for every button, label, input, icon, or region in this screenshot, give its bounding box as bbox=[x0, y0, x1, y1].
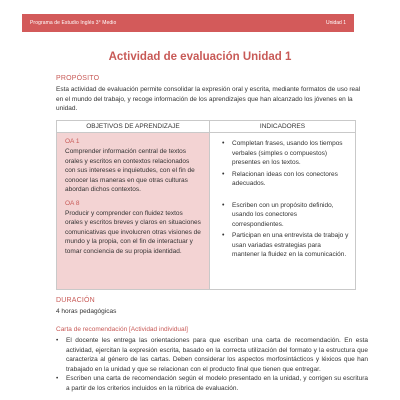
objective-item bbox=[65, 200, 201, 257]
objective-text: Producir y comprender con fluidez textos orales y escritos breves y claros en situaciones comunicativas que involucren otras visiones de mundo y la propia, con el fin de interactuar y tomar conciencia de su propia identidad. bbox=[65, 209, 201, 255]
objective-label: OA 1 bbox=[65, 138, 80, 145]
header-unit-label: Unidad 1 bbox=[325, 20, 346, 26]
objective-label: OA 8 bbox=[65, 199, 80, 207]
activity-heading: Carta de recomendación [Actividad individual] bbox=[56, 326, 188, 333]
header-program-title: Programa de Estudio Inglés 3° Medio bbox=[30, 20, 117, 26]
objective-text: Comprender información central de textos orales y escritos en contextos relacionados con sus intereses e inquietudes, con el fin de conocer las maneras en que otras culturas abordan dichos contextos. bbox=[65, 148, 195, 193]
indicators-list bbox=[222, 139, 349, 260]
purpose-label: PROPÓSITO bbox=[56, 75, 100, 82]
indicator-item: • Completan frases, usando los tiempos verbales (simples o compuestos) presentes en los textos. bbox=[222, 139, 349, 168]
objectives-column-header: OBJETIVOS DE APRENDIZAJE bbox=[57, 121, 210, 133]
indicator-item: • Escriben con un propósito definido, usando los conectores correspondientes. bbox=[222, 201, 349, 230]
activity-item: • Escriben una carta de recomendación según el modelo presentado en la unidad, y corrigen su escritura a partir de los criterios incluidos en la rúbrica de evaluación. bbox=[56, 374, 368, 393]
table-header-row bbox=[57, 121, 355, 133]
objective-item bbox=[65, 138, 201, 195]
indicator-item: • Relacionan ideas con los conectores adecuados. bbox=[222, 170, 349, 189]
page-title: Actividad de evaluación Unidad 1 bbox=[108, 51, 292, 63]
indicators-cell bbox=[210, 133, 355, 289]
duration-label: DURACIÓN bbox=[56, 297, 95, 304]
purpose-text: Esta actividad de evaluación permite consolidar la expresión oral y escrita, mediante formatos de uso real en el mundo del trabajo, y recoge información de los aprendizajes que han alcanzado los jóvenes en la unidad. bbox=[56, 86, 361, 112]
header-bar bbox=[22, 14, 354, 32]
objectives-table bbox=[56, 120, 356, 290]
objectives-cell bbox=[57, 133, 210, 289]
duration-text: 4 horas pedagógicas bbox=[56, 308, 117, 315]
activity-list bbox=[56, 336, 368, 393]
indicators-column-header: INDICADORES bbox=[210, 121, 355, 133]
activity-item: • El docente les entrega las orientaciones para que escriban una carta de recomendación. En esta actividad, ejercitan la expresión escrita, basado en la correcta utilización del formato y la estructura que caracteriza al género de las cartas. Deben considerar los aspectos morfosintácticos y léxicos que han trabajado en la unidad y que se relacionan con el producto final que tienen que entregar. bbox=[56, 336, 368, 374]
indicator-item: • Participan en una entrevista de trabajo y usan variadas estrategias para mantener la fluidez en la comunicación. bbox=[222, 231, 349, 260]
